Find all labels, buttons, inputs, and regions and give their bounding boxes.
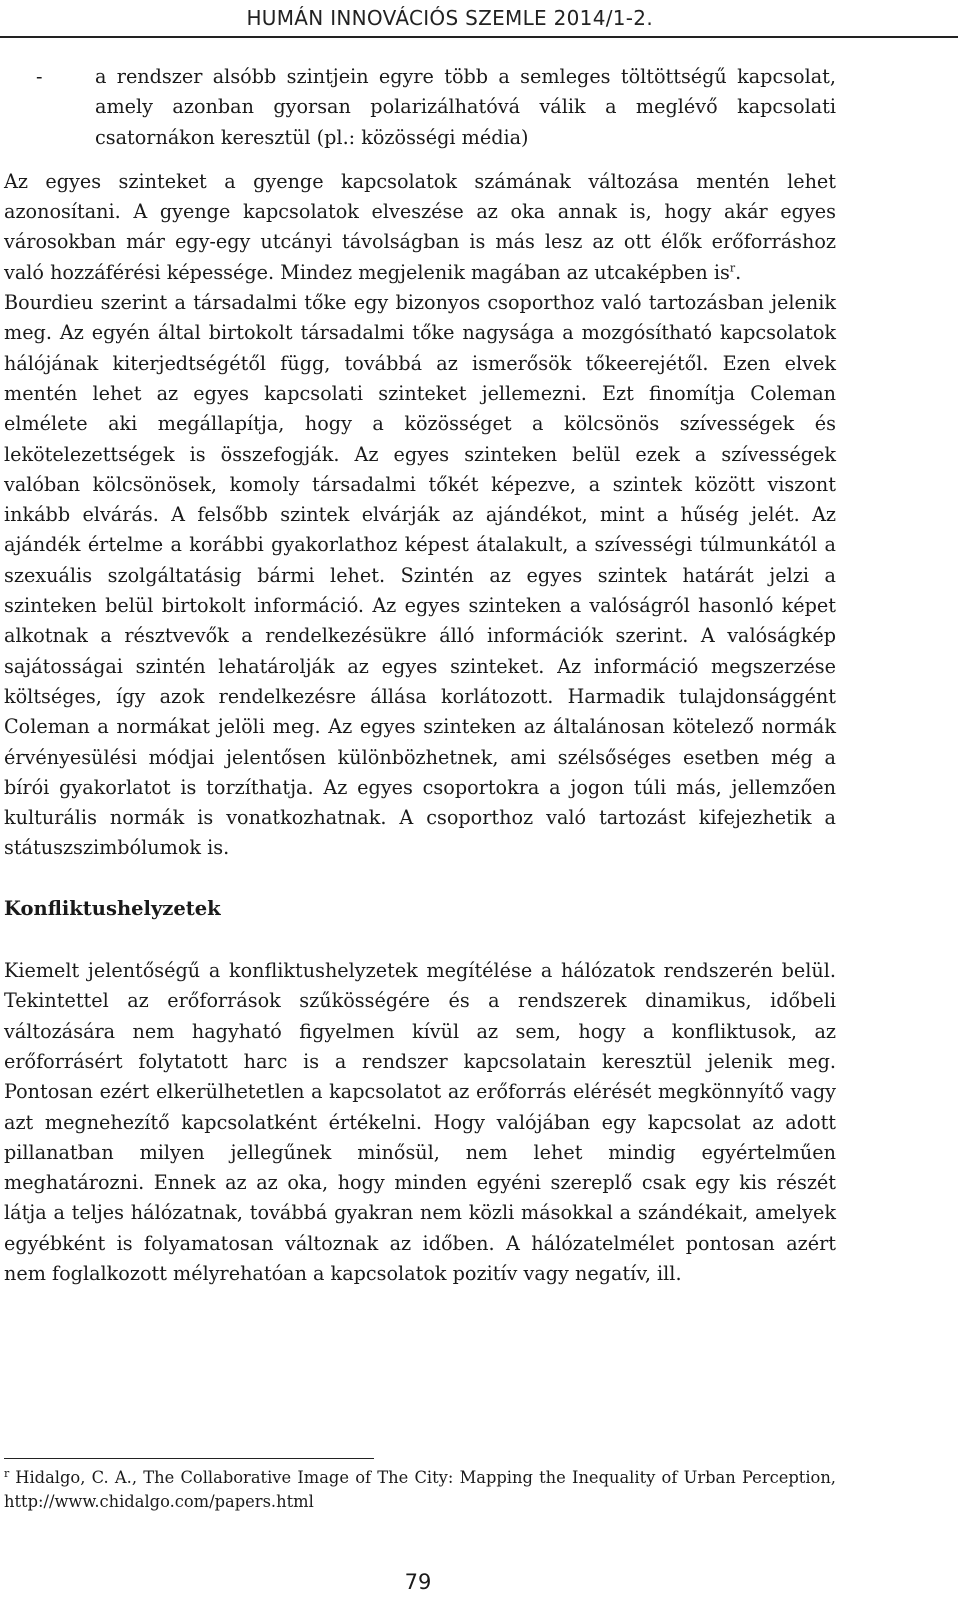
footnote-mark: r [4, 1466, 10, 1480]
page-number: 79 [404, 1570, 432, 1594]
footnote-divider [4, 1458, 374, 1459]
paragraph-text: Az egyes szinteket a gyenge kapcsolatok számának változása mentén lehet azonosítani. A gyenge kapcsolatok elveszése az oka annak is, hogy akár egyes városokban már egy-egy utcányi távolságban is más lesz az ott élők erőforráshoz való hozzáférési képessége. Mindez megjelenik magában az utcaképben is [4, 169, 836, 284]
running-header [0, 6, 958, 38]
paragraph-end: . [735, 260, 742, 284]
section-heading: Konfliktushelyzetek [4, 896, 221, 920]
paragraph: Bourdieu szerint a társadalmi tőke egy bizonyos csoporthoz való tartozásban jelenik meg. Az egyén által birtokolt társadalmi tőke nagysága a mozgósítható kapcsolatok hálójának kiterjedtségétől függ, továbbá az ismerősök tőkeerejétől. Ezen elvek mentén lehet az egyes kapcsolati szinteket jellemezni. Ezt finomítja Coleman elmélete aki megállapítja, hogy a közösséget a kölcsönös szívességek és lekötelezettségek is összefogják. Az egyes szinteken belül ezek a szívességek valóban kölcsönösek, komoly társadalmi tőkét képezve, a szintek között viszont inkább elvárás. A felsőbb szintek elvárják az ajándékot, mint a hűség jelét. Az ajándék értelme a korábbi gyakorlathoz képest átalakult, a szívességi túlmunkától a szexuális szolgáltatásig bármi lehet. Szintén az egyes szintek határát jelzi a szinteken belül birtokolt információ. Az egyes szinteken a valóságról hasonló képet alkotnak a résztvevők a rendelkezésükre álló információk szerint. A valóságkép sajátosságai szintén lehatárolják az egyes szinteket. Az információ megszerzése költséges, így azok rendelkezésre állása korlátozott. Harmadik tulajdonsággént Coleman a normákat jelöli meg. Az egyes szinteken az általánosan kötelező normák érvényesülési módjai jelentősen különbözhetnek, ami szélsőséges esetben még a bírói gyakorlatot is torzíthatja. Az egyes csoportokra a jogon túli más, jellemzően kulturális normák is vonatkozhatnak. A csoporthoz való tartozást kifejezhetik a státuszszimbólumok is. [4, 291, 836, 860]
list-item-text: a rendszer alsóbb szintjein egyre több a semleges töltöttségű kapcsolat, amely azonban gyorsan polarizálhatóvá válik a meglévő kapcsolati csatornákon keresztül (pl.: közösségi média) [95, 65, 836, 149]
paragraph: Kiemelt jelentőségű a konfliktushelyzetek megítélése a hálózatok rendszerén belül. Tekintettel az erőforrások szűkösségére és a rendszerek dinamikus, időbeli változására nem hagyható figyelmen kívül az sem, hogy a konfliktusok, az erőforrásért folytatott harc is a rendszer kapcsolatain keresztül jelenik meg. Pontosan ezért elkerülhetetlen a kapcsolatot az erőforrás elérését megkönnyítő vagy azt megnehezítő kapcsolatként értékelni. Hogy valójában egy kapcsolat az adott pillanatban milyen jellegűnek minősül, nem lehet mindig egyértelműen meghatározni. Ennek az az oka, hogy minden egyéni szereplő csak egy kis részét látja a teljes hálózatnak, továbbá gyakran nem közli másokkal a szándékait, amelyek egyébként is folyamatosan változnak az időben. A hálózatelmélet pontosan azért nem foglalkozott mélyrehatóan a kapcsolatok pozitív vagy negatív, ill. [4, 959, 836, 1285]
body-text [4, 62, 836, 1289]
journal-title: HUMÁN INNOVÁCIÓS SZEMLE 2014/1-2. [246, 6, 653, 30]
footnote-reference[interactable]: r [729, 261, 736, 275]
list-item [4, 62, 836, 153]
list-dash: - [36, 65, 43, 88]
footnote-text: Hidalgo, C. A., The Collaborative Image of The City: Mapping the Inequality of Urban Perception, http://www.chidalgo.com/papers.html [4, 1468, 836, 1511]
paragraph [4, 167, 836, 288]
footnote [4, 1466, 836, 1514]
